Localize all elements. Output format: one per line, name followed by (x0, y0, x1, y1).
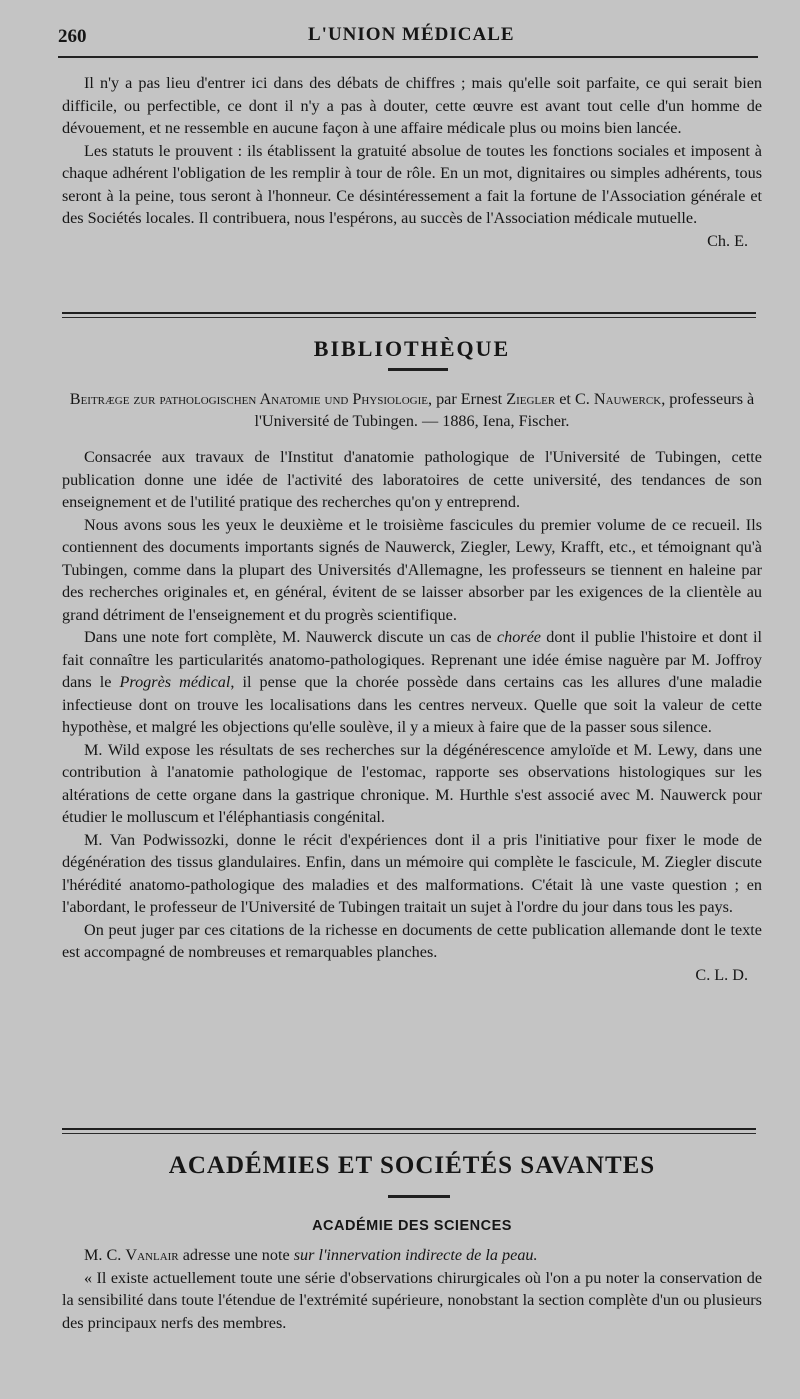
bibliotheque-title: BIBLIOTHÈQUE (313, 336, 511, 361)
academies-body (62, 1244, 762, 1334)
page-header (58, 22, 758, 52)
book-reference (62, 388, 762, 432)
review-signature: C. L. D. (695, 965, 748, 984)
section-divider-2 (62, 1128, 756, 1135)
book-title: Beitræge zur pathologischen Anatomie und Physiologie (69, 390, 428, 408)
academies-title-rule (388, 1195, 450, 1198)
review-paragraph-2: Nous avons sous les yeux le deuxième et le troisième fascicules du premier volume de ce recueil. Ils contiennent des documents importants signés de Nauwerck, Ziegler, Lewy, Krafft, etc., et témoignant qu'à Tubingen, comme dans la plupart des Universités d'Allemagne, les professeurs se tiennent en haleine par des recherches originales et, en général, évitent de se laisser absorber par les exigences de la clientèle au grand détriment de l'enseignement et du progrès scientifique. (62, 515, 762, 624)
intro-signature: Ch. E. (707, 231, 748, 250)
author-nauwerck: Nauwerck (593, 390, 662, 408)
book-publication: , professeurs à l'Université de Tubingen. — 1886, Iena, Fischer. (254, 390, 755, 430)
author-vanlair: Vanlair (125, 1246, 179, 1264)
page-number: 260 (58, 26, 87, 47)
book-by: , par Ernest (427, 390, 507, 408)
author-ziegler: Ziegler (506, 390, 556, 408)
header-rule (58, 56, 758, 58)
review-paragraph-5: M. Van Podwissozki, donne le récit d'expériences dont il a pris l'initiative pour fixer le mode de dégénération des tissus glandulaires. Enfin, dans un mémoire qui complète le fascicule, M. Ziegler discute l'hérédité anatomo-pathologique des maladies et des malformations. C'était là une vaste question ; en l'abordant, le professeur de l'Université de Tubingen traitait un sujet à l'ordre du jour dans tous les pays. (62, 830, 762, 916)
intro-paragraph-2: Les statuts le prouvent : ils établissent la gratuité absolue de toutes les fonctions sociales et imposent à chaque adhérent l'obligation de les remplir à tour de rôle. En un mot, dignitaires ou simples adhérents, tous seront à la peine, tous seront à l'honneur. Ce désintéressement a fait la fortune de l'Association générale et des Sociétés locales. Il contribuera, nous l'espérons, au succès de l'Association médicale mutuelle. (62, 141, 762, 227)
bibliotheque-body (62, 446, 762, 986)
note-announcement: M. C. Vanlair adresse une note sur l'innervation indirecte de la peau. (84, 1246, 538, 1264)
review-paragraph-1: Consacrée aux travaux de l'Institut d'anatomie pathologique de l'Université de Tubingen, cette publication donne une idée de l'activité des laboratoires de cette université, des tendances de son enseignement et de l'utilité pratique des recherches qu'on y entreprend. (62, 448, 762, 511)
note-title: sur l'innervation indirecte de la peau. (293, 1246, 538, 1264)
journal-name: Progrès médical (119, 673, 231, 691)
chorea-term: chorée (496, 628, 541, 646)
review-paragraph-6: On peut juger par ces citations de la richesse en documents de cette publication allemande dont le texte est accompagné de nombreuses et remarquables planches. (62, 920, 762, 961)
running-title: L'UNION MÉDICALE (308, 24, 515, 45)
review-paragraph-4: M. Wild expose les résultats de ses recherches sur la dégénérescence amyloïde et M. Lewy, dans une contribution à l'anatomie pathologique de l'estomac, rapporte ses observations histologiques sur les altérations de cette organe dans la gastrique chronique. M. Hurthle s'est associé avec M. Nauwerck pour étudier le molluscum et l'éléphantiasis congénital. (62, 740, 762, 826)
bibliotheque-title-rule (388, 368, 448, 371)
academie-sciences-heading: ACADÉMIE DES SCIENCES (312, 1218, 512, 1234)
note-quote: « Il existe actuellement toute une série d'observations chirurgicales où l'on a pu noter la conservation de la sensibilité dans toute l'étendue de l'extrémité supérieure, nonobstant la section complète d'un ou plusieurs des principaux nerfs des membres. (62, 1268, 762, 1332)
section-divider-1 (62, 312, 756, 319)
book-and: et C. (555, 390, 594, 408)
intro-paragraph-1: Il n'y a pas lieu d'entrer ici dans des débats de chiffres ; mais qu'elle soit parfaite, ce qui serait bien difficile, ou perfectible, ce dont il n'y a pas à douter, cette œuvre est avant tout celle d'un homme de dévouement, et ne ressemble en aucune façon à une affaire médicale plus ou moins bien lancée. (62, 74, 762, 137)
academies-title: ACADÉMIES ET SOCIÉTÉS SAVANTES (168, 1152, 656, 1179)
intro-section (62, 72, 762, 252)
review-paragraph-3: Dans une note fort complète, M. Nauwerck discute un cas de chorée dont il publie l'histoire et dont il fait connaître les particularités anatomo-pathologiques. Reprenant une idée émise naguère par M. Joffroy dans le Progrès médical, il pense que la chorée possède dans certains cas les allures d'une maladie infectieuse dont on trouve les localisations dans les centres nerveux. Quelle que soit la valeur de cette hypothèse, et malgré les objections qu'elle soulève, il y a mieux à faire que de la passer sous silence. (62, 628, 762, 736)
